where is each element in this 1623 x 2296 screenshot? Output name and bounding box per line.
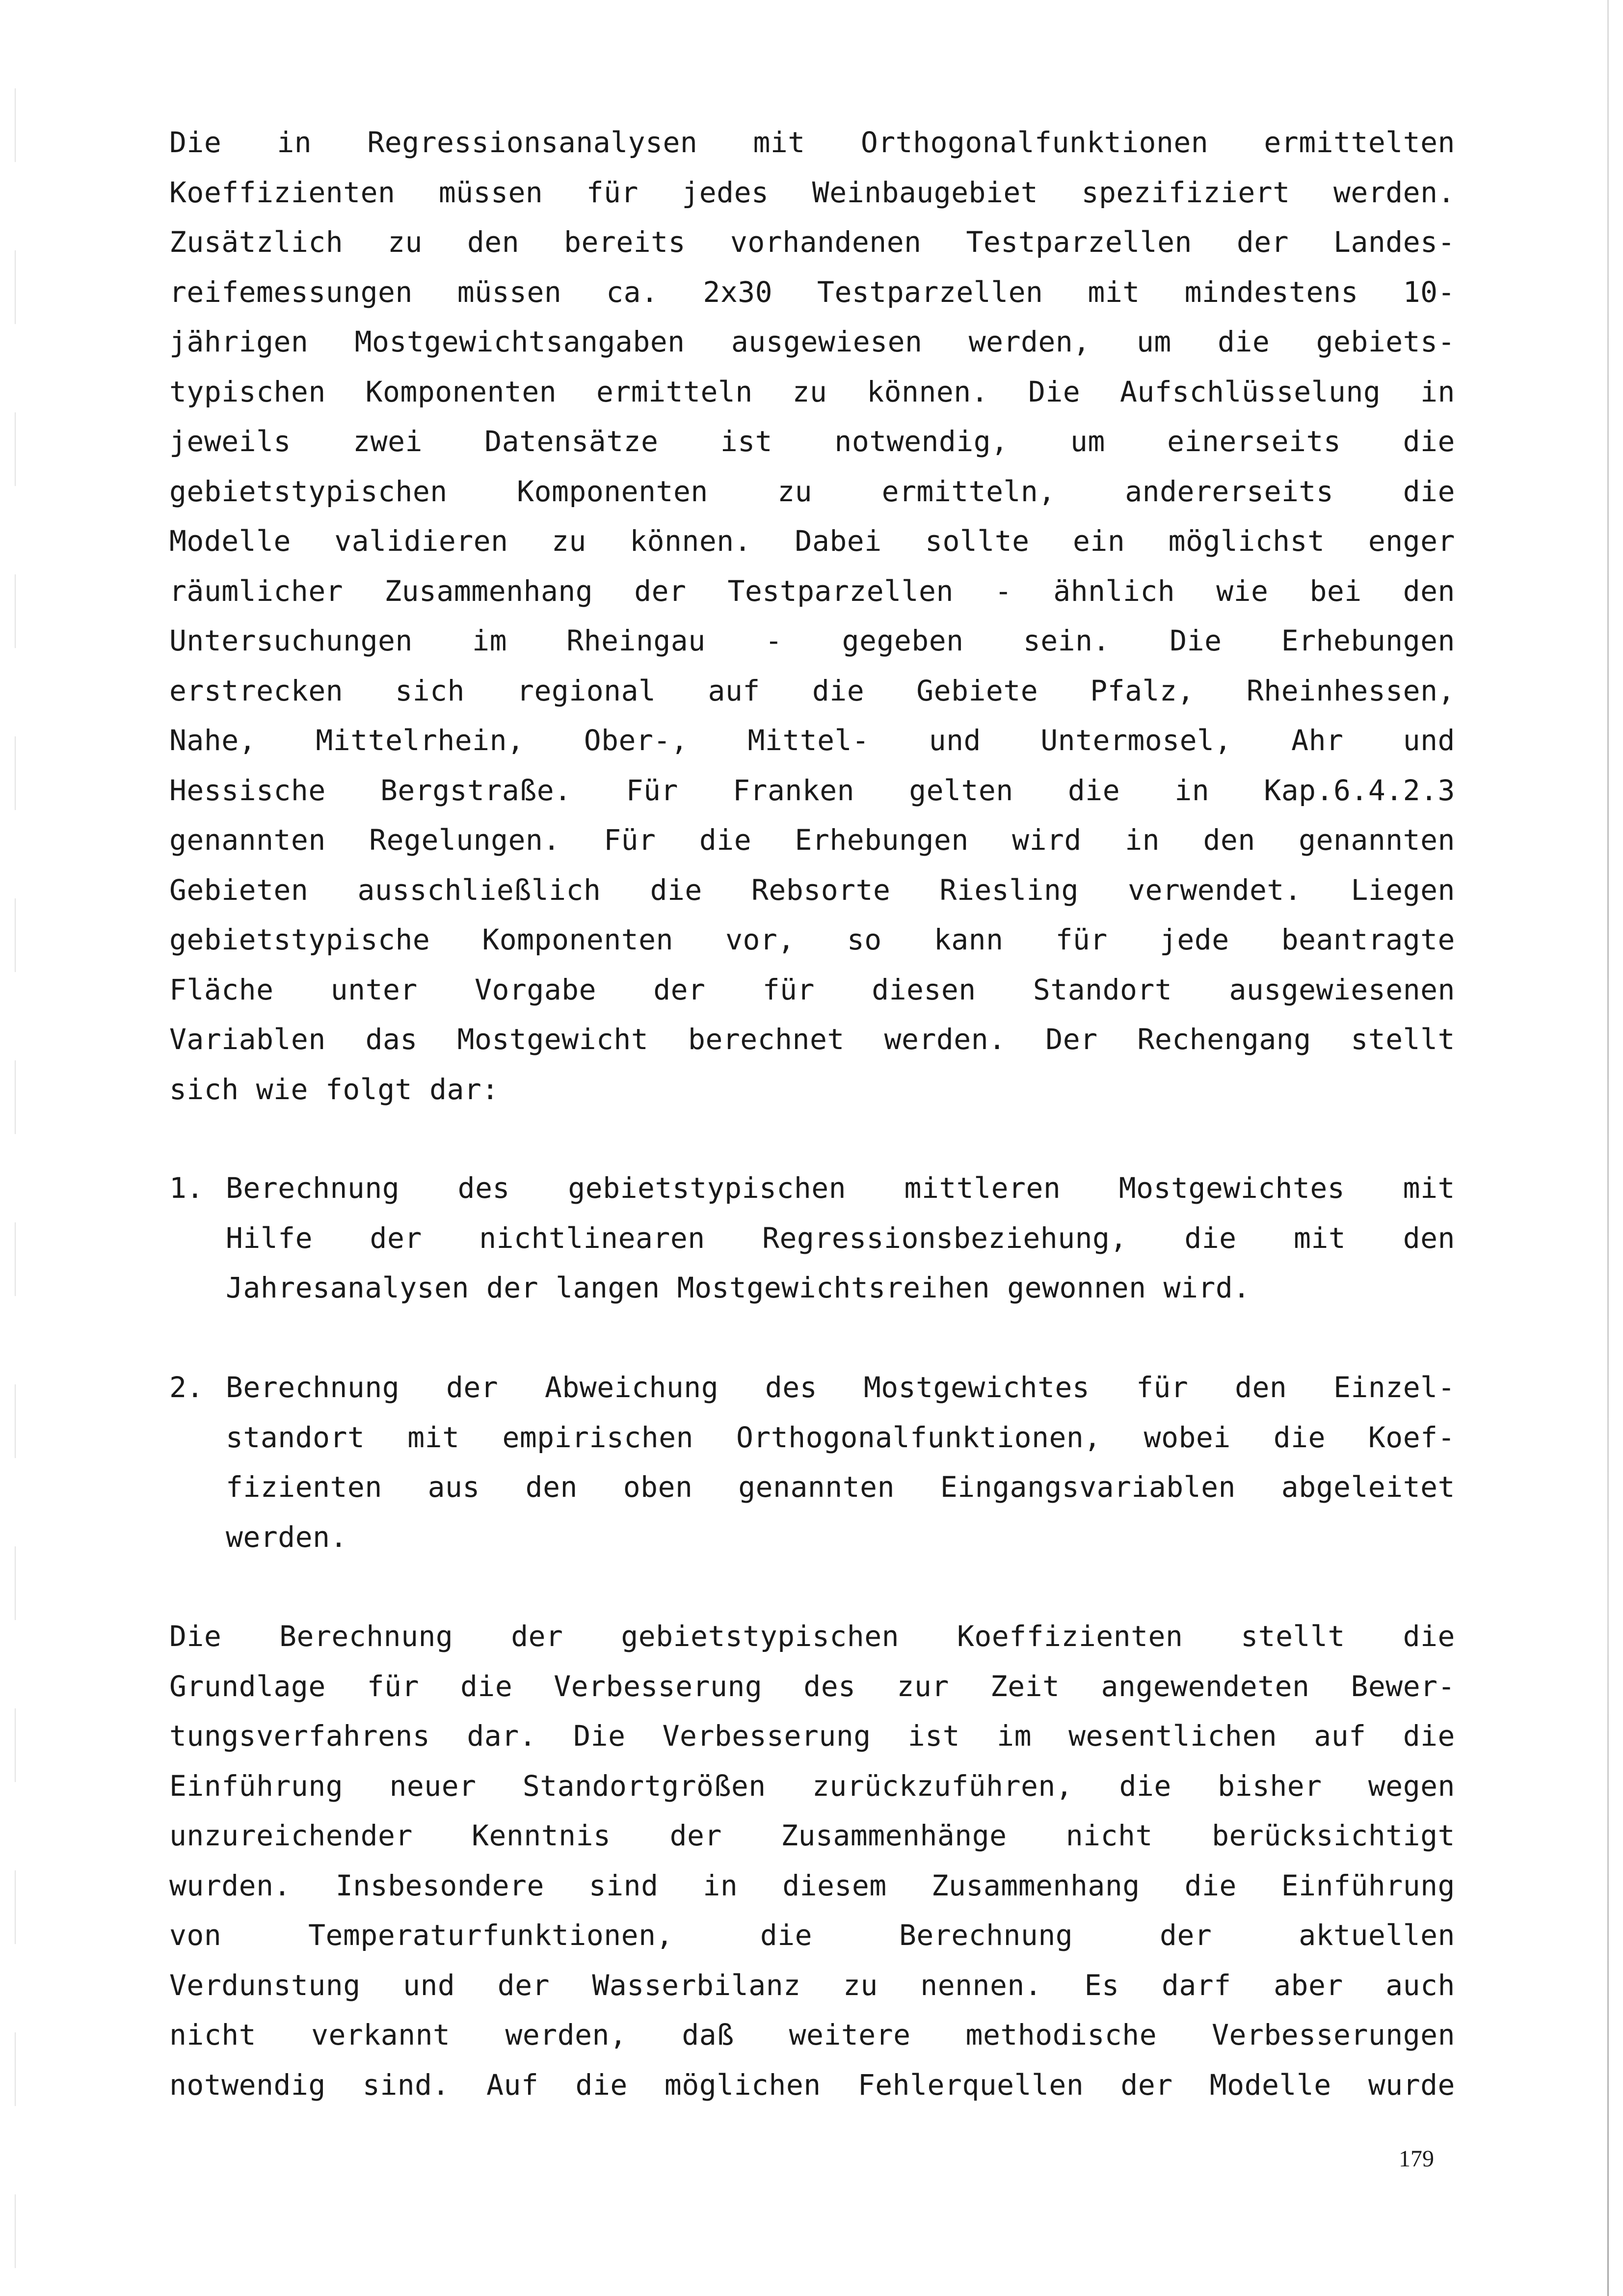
text-line: tungsverfahrens dar. Die Verbesserung ist im wesentlichen auf die: [169, 1719, 1455, 1753]
paragraph-1: [169, 118, 1455, 1114]
list-item-body: [226, 1163, 1455, 1313]
text-line: jährigen Mostgewichtsangaben ausgewiesen werden, um die gebiets-: [169, 325, 1455, 358]
text-line: Hilfe der nichtlinearen Regressionsbeziehung, die mit den: [226, 1221, 1455, 1255]
text-line: Jahresanalysen der langen Mostgewichtsreihen gewonnen wird.: [226, 1271, 1251, 1304]
text-line: Die Berechnung der gebietstypischen Koeffizienten stellt die: [169, 1620, 1455, 1653]
text-line: Koeffizienten müssen für jedes Weinbaugebiet spezifiziert werden.: [169, 175, 1455, 209]
scan-edge-right: [1607, 0, 1609, 2296]
text-line: Einführung neuer Standortgrößen zurückzuführen, die bisher wegen: [169, 1769, 1455, 1803]
text-line: gebietstypischen Komponenten zu ermitteln, andererseits die: [169, 474, 1455, 508]
text-line: werden.: [226, 1520, 347, 1554]
text-line: Untersuchungen im Rheingau - gegeben sein. Die Erhebungen: [169, 624, 1455, 657]
text-line: reifemessungen müssen ca. 2x30 Testparzellen mit mindestens 10-: [169, 275, 1455, 309]
paragraph-2: [169, 1612, 1455, 2110]
text-line: Berechnung der Abweichung des Mostgewichtes für den Einzel-: [226, 1371, 1455, 1404]
text-line: Modelle validieren zu können. Dabei sollte ein möglichst enger: [169, 524, 1455, 558]
text-line: Berechnung des gebietstypischen mittleren Mostgewichtes mit: [226, 1171, 1455, 1205]
text-line: Grundlage für die Verbesserung des zur Zeit angewendeten Bewer-: [169, 1669, 1455, 1703]
text-line: Fläche unter Vorgabe der für diesen Standort ausgewiesenen: [169, 972, 1455, 1006]
text-line: standort mit empirischen Orthogonalfunktionen, wobei die Koef-: [226, 1420, 1455, 1454]
text-line: notwendig sind. Auf die möglichen Fehlerquellen der Modelle wurde: [169, 2068, 1455, 2102]
text-line: von Temperaturfunktionen, die Berechnung der aktuellen: [169, 1918, 1455, 1952]
text-line: Variablen das Mostgewicht berechnet werden. Der Rechengang stellt: [169, 1023, 1455, 1056]
text-line: fizienten aus den oben genannten Eingangsvariablen abgeleitet: [226, 1470, 1455, 1504]
text-line: erstrecken sich regional auf die Gebiete Pfalz, Rheinhessen,: [169, 674, 1455, 707]
page-number: 179: [1399, 2146, 1434, 2172]
text-line: Die in Regressionsanalysen mit Orthogonalfunktionen ermittelten: [169, 126, 1455, 159]
text-line: nicht verkannt werden, daß weitere methodische Verbesserungen: [169, 2018, 1455, 2052]
text-line: wurden. Insbesondere sind in diesem Zusammenhang die Einführung: [169, 1868, 1455, 1902]
text-line: genannten Regelungen. Für die Erhebungen wird in den genannten: [169, 823, 1455, 857]
text-line: sich wie folgt dar:: [169, 1072, 499, 1106]
list-number: 1.: [169, 1171, 204, 1205]
text-line: Zusätzlich zu den bereits vorhandenen Testparzellen der Landes-: [169, 225, 1455, 259]
list-item-body: [226, 1363, 1455, 1562]
text-line: Hessische Bergstraße. Für Franken gelten die in Kap.6.4.2.3: [169, 773, 1455, 807]
text-line: jeweils zwei Datensätze ist notwendig, um einerseits die: [169, 425, 1455, 458]
text-line: gebietstypische Komponenten vor, so kann für jede beantragte: [169, 923, 1455, 956]
scan-edge-left: [15, 0, 16, 2296]
text-line: Verdunstung und der Wasserbilanz zu nennen. Es darf aber auch: [169, 1968, 1455, 2002]
text-line: Gebieten ausschließlich die Rebsorte Riesling verwendet. Liegen: [169, 873, 1455, 907]
text-line: räumlicher Zusammenhang der Testparzellen - ähnlich wie bei den: [169, 574, 1455, 608]
list-number: 2.: [169, 1371, 204, 1404]
text-line: unzureichender Kenntnis der Zusammenhänge nicht berücksichtigt: [169, 1819, 1455, 1852]
text-line: typischen Komponenten ermitteln zu können. Die Aufschlüsselung in: [169, 375, 1455, 408]
text-line: Nahe, Mittelrhein, Ober-, Mittel- und Untermosel, Ahr und: [169, 724, 1455, 757]
